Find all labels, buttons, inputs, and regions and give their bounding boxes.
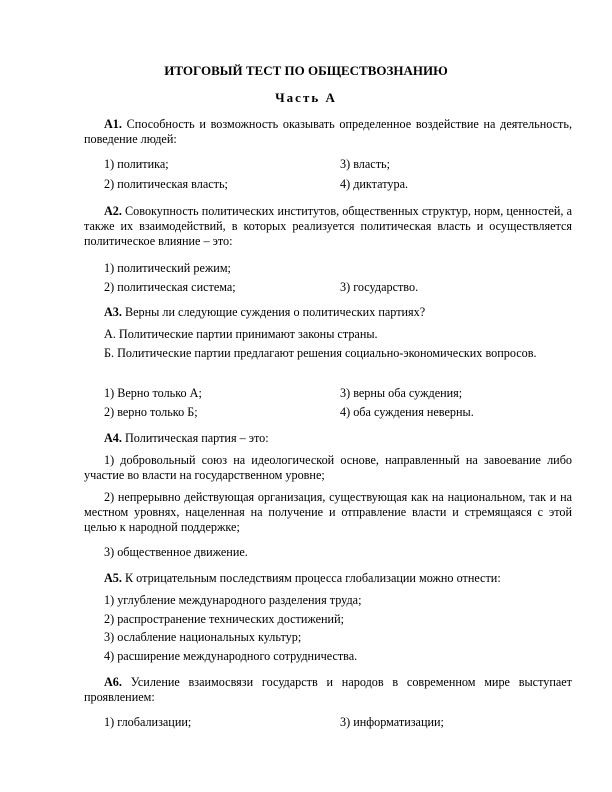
part-heading: Часть А [275,90,337,105]
option: 3) верны оба суждения; [340,386,463,400]
question-text: К отрицательным последствиям процесса глобализации можно отнести: [125,571,501,585]
question-a1 [84,117,572,147]
option: 3) общественное движение. [104,545,248,559]
option: 2) непрерывно действующая организация, существующая как на национальном, так и на местном уровнях, нацеленная на получение и отправление власти и стремящаяся с этой целью к народной поддержке; [84,490,572,534]
option: 1) политический режим; [104,261,231,275]
question-number: А2. [104,204,122,218]
option: 2) политическая система; [104,280,236,294]
question-number: А1. [104,117,122,131]
question-a5 [104,571,501,586]
option: 3) информатизации; [340,715,444,729]
option: 1) добровольный союз на идеологической основе, направленный на завоевание либо участие во власти на государственном уровне; [84,453,572,482]
question-a6 [84,675,572,705]
question-number: А4. [104,431,122,445]
option: 1) углубление международного разделения труда; [104,593,362,607]
question-text: Совокупность политических институтов, общественных структур, норм, ценностей, а также их взаимодействий, в которых реализуется политическая власть и осуществляется политическое влияние – это: [84,204,572,248]
statement-b: Б. Политические партии предлагают решения социально-экономических вопросов. [104,346,537,360]
option: 4) расширение международного сотрудничества. [104,649,358,663]
question-number: А3. [104,305,122,319]
option: 1) глобализации; [104,715,192,729]
question-text: Верны ли следующие суждения о политических партиях? [125,305,426,319]
option: 4) оба суждения неверны. [340,405,474,419]
question-text: Способность и возможность оказывать определенное воздействие на деятельность, поведение людей: [84,117,572,146]
option: 1) Верно только А; [104,386,202,400]
option: 2) распространение технических достижений; [104,612,344,626]
question-text: Усиление взаимосвязи государств и народов в современном мире выступает проявлением: [84,675,572,704]
question-number: А6. [104,675,122,689]
question-a4 [104,431,269,446]
question-number: А5. [104,571,122,585]
question-a2 [84,204,572,249]
option: 3) государство. [340,280,419,294]
option: 4) диктатура. [340,177,409,191]
question-text: Политическая партия – это: [125,431,269,445]
question-a3 [104,305,425,320]
statement-a: А. Политические партии принимают законы страны. [104,327,378,341]
option: 3) ослабление национальных культур; [104,630,302,644]
option: 2) политическая власть; [104,177,228,191]
option: 2) верно только Б; [104,405,198,419]
option: 1) политика; [104,157,169,171]
page-title: ИТОГОВЫЙ ТЕСТ ПО ОБЩЕСТВОЗНАНИЮ [164,63,448,78]
option: 3) власть; [340,157,390,171]
